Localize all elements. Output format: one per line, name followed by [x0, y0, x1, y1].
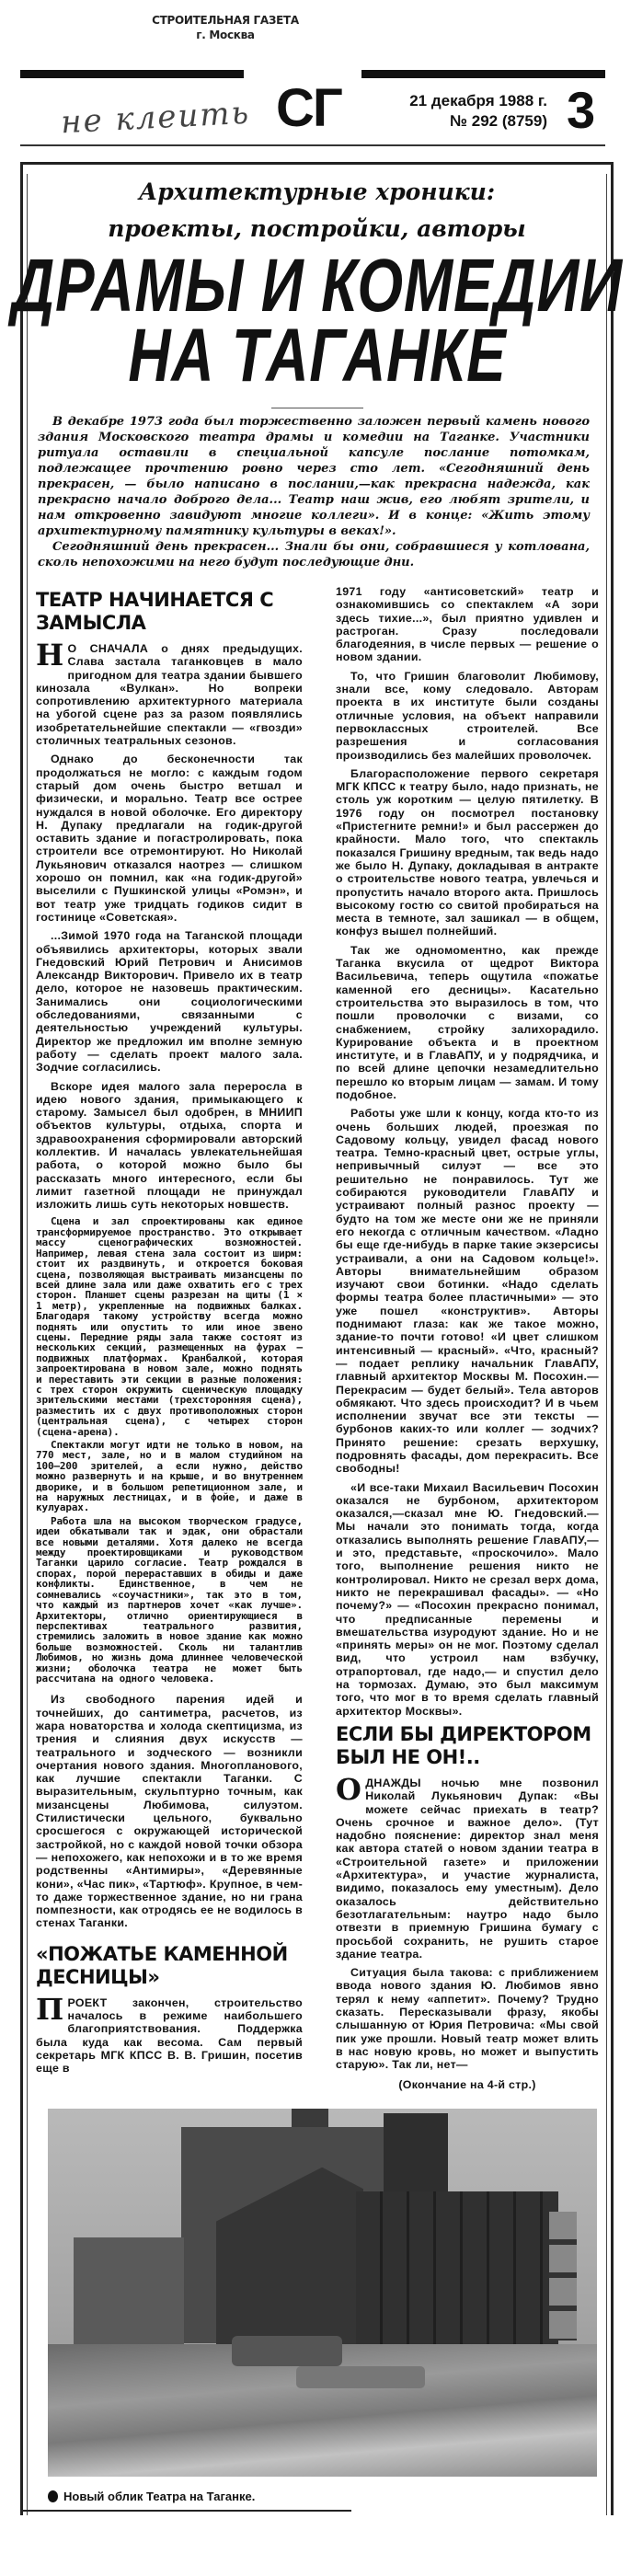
- issue-date: 21 декабря 1988 г.: [409, 92, 547, 109]
- paragraph-text: ДНАЖДЫ ночью мне позвонил Николай Лукьянович Дупак: «Вы можете сейчас приехать в театр? Очень срочное и важное дело». (Тут надобно пояснение: директор знал меня как автора статей о новом здании театра в «Строительной газете» и приложении «Архитектура», и участие журналиста, видимо, показалось ему уместным). Дело оказалось действительно безотлагательным: наутро надо было отвезти в приемную Гришина бумагу с просьбой сохранить, не рушить старое здание театра.: [336, 1776, 599, 1961]
- article-body: [11, 174, 623, 2515]
- paragraph: [336, 1771, 599, 1961]
- paragraph: [36, 638, 303, 748]
- issue-number: № 292 (8759): [450, 112, 547, 130]
- paragraph-text: О СНАЧАЛА о днях предыдущих. Слава застала таганковцев в мало пригодном для театра здании бывшего кинозала «Вулкан». Но вопреки сопротивлению архитектурного материала на убогой сцене раз за разом появлялись изобретательнейшие спектакли — «гвозди» столичных театральных сезонов.: [36, 642, 303, 748]
- paragraph: То, что Гришин благоволит Любимову, знали все, кому следовало. Авторам проекта в их институте были созданы отличные условия, на объект направили первоклассных строителей. Все разрешения и согласования производились без малейших проволочек.: [336, 669, 599, 762]
- lead-paragraph: В декабре 1973 года был торжественно заложен первый камень нового здания Московского театра драмы и комедии на Таганке. Участники ритуала оставили в специальной капсуле послание потомкам, подлежащее прочтению ровно через сто лет. «Сегодняшний день прекрасен, — было написано в послании,—как прекрасна надежда, как прекрасно начало доброго дела... Театр наш жив, его любят зрители, и нам откровенно завидуют многие коллеги». И в конце: «Жить этому архитектурному памятнику культуры в веках!».: [38, 415, 590, 538]
- masthead-bar-left: [20, 70, 244, 78]
- bullet-icon: [48, 2490, 58, 2502]
- kicker-line-1: Архитектурные хроники:: [138, 178, 496, 205]
- section-heading: ТЕАТР НАЧИНАЕТСЯ С ЗАМЫСЛА: [36, 589, 274, 634]
- stamp-line-1: СТРОИТЕЛЬНАЯ ГАЗЕТА: [152, 14, 299, 27]
- article-kicker: [28, 174, 606, 247]
- library-stamp: [138, 13, 313, 42]
- stamp-line-2: г. Москва: [196, 29, 255, 41]
- paragraph: Однако до бесконечности так продолжаться не могло: с каждым годом старый дом очень быстро ветшал и физически, и морально. Театр все острее нуждался в новой оболочке. Его директору Н. Дупаку предлагали на годик-другой оставить здание и погастролировать, пока строители все отремонтируют. Но Николай Лукьянович отказался наотрез — слишком хорошо он помнил, как «на годик-другой» выселили с Пушкинской улицы «Ромэн», и вот театр уже тридцать годиков сидит в гостинице «Советская».: [36, 753, 303, 924]
- theatre-photo: [48, 2109, 597, 2477]
- photo-building-left-wing: [74, 2237, 184, 2346]
- photo-building-block: [384, 2113, 448, 2201]
- article-frame: [11, 162, 623, 2515]
- photo-bus: [232, 2336, 342, 2366]
- newspaper-logo: СГ: [276, 78, 341, 138]
- paragraph: Работа шла на высоком творческом градусе, идеи обкатывали так и эдак, они обрастали все новыми деталями. Хотя далеко не всегда между проектировщиками и руководством Таганки царило согласие. Театр рождался в спорах, порой перераставших в обиды и даже конфликты. Единственное, в чем не сомневались «соучастники», так это в том, что каждый из партнеров хочет «как лучше». Архитекторы, отлично ориентирующиеся в перспективах театрального развития, стремились заложить в новое здание как можно больше возможностей. Сколь ни талантлив Любимов, но жизнь дома длиннее человеческой жизни; оболочка театра не может быть рассчитана на одного человека.: [36, 1514, 303, 1685]
- continuation-note: (Окончание на 4-й стр.): [398, 2078, 536, 2092]
- photo-building-windows: [549, 2212, 577, 2340]
- title-line-2: НА ТАГАНКЕ: [127, 314, 507, 397]
- article-title: [11, 244, 623, 397]
- paragraph: «И все-таки Михаил Васильевич Посохин оказался не бурбоном, архитектором оказался,—сказал мне Ю. Гнедовский.— Мы начали это понимать тогда, когда отказались выполнять решение ГлавАПУ,—и это, представьте, «проскочило». Мало того, выполнение решения никто не контролировал. Никто не срезал верх дома, никто не перекрашивал фасады». — «Но почему?» — «Посохин прекрасно понимал, что предписанные перемены и вмешательства изуродуют здание. Но и не «принять меры» он не мог. Поэтому сделал вид, что устроил нам взбучку, отрапортовал, где надо,— и спустил дело на тормозах. Думаю, это был максимум того, что мог в то время сделать главный архитектор Москвы».: [336, 1480, 599, 1718]
- paragraph: Из свободного парения идей и точнейших, до сантиметра, расчетов, из жара новаторства и холода скептицизма, из трения и слияния двух искусств — театрального и зодческого — возникли очертания нового здания. Многопланового, как лучшие спектакли Таганки. С выразительным, скульптурно точным, как мизансцены Любимова, силуэтом. Стилистически цельного, буквально сросшегося с окружающей исторической застройкой, но с каждой новой точки обзора — непохожего, как непохожи и в то же время родственны «Антимиры», «Деревянные кони», «Час пик», «Тартюф». Крупное, в чем-то даже торжественное здание, но ни грана помпезности, как отродясь ее не водилось в стенах Таганки.: [36, 1693, 303, 1930]
- title-line-1-row: [11, 244, 623, 328]
- drop-cap: П: [36, 1991, 64, 2027]
- paragraph: Сцена и зал спроектированы как единое трансформируемое пространство. Это открывает массу сценографических возможностей. Например, левая стена зала состоит из ширм: стоит их раздвинуть, и откроется боковая сцена, позволяющая выстраивать мизансцены по всей длине зала или даже охватить его с трех сторон. Планшет сцены разрезан на щиты (1 × 1 метр), укрепленные на подвижных балках. Благодаря такому устройству всегда можно поднять или опустить то или иное звено сцены. Передние ряды зала также состоят из нескольких секций, размещенных на фурах — подвижных платформах. Кранбалкой, которая запроектирована в новом зале, можно поднять и переставить эти секции в разные положения: с трех сторон окружить сценическую площадку зрительскими местами (трехсторонняя сцена), разместить их с двух противоположных сторон (центральная сцена), с четырех сторон (сцена-арена).: [36, 1215, 303, 1438]
- paragraph: 1971 году «антисоветский» театр и ознакомившись со спектаклем «А зори здесь тихие...», был приятно удивлен и растроган. Сразу последовали благодеяния, в числе первых — решение о новом здании.: [336, 585, 599, 664]
- title-line-2-row: [28, 314, 606, 397]
- lead-paragraph: Сегодняшний день прекрасен... Знали бы они, собравшиеся у котлована, сколь непохожими на него будут последующие дни.: [38, 540, 590, 569]
- title-line-1: ДРАМЫ И КОМЕДИИ: [11, 244, 623, 328]
- photo-caption-text: Новый облик Театра на Таганке.: [63, 2489, 256, 2503]
- paragraph: Работы уже шли к концу, когда кто-то из очень больших людей, проезжая по Садовому кольцу, увидел фасад нового театра. Темно-красный цвет, острые углы, непривычный силуэт — все это решительно не понравилось. Тут же собираются руководители ГлавАПУ и устраивают полный разнос проекту — будто на том же месте они же не приняли его некогда с отличным качеством. «Ладно бы еще где-нибудь в парке такие экзерсисы устраивали, а они на Садовом кольце!». Авторы внимательнейшим образом изучают свои ботинки. «Надо сделать формы театра более пластичными» — это уже пошел «конструктив». Авторы поднимают глаза: как же такое можно, здание-то почти готово! «И цвет слишком интенсивный — красный». «Что, красный? — подает реплику начальник ГлавАПУ, главный архитектор Москвы М. Посохин.— Перекрасим — будет белый». Тела авторов обмякают. Что здесь происходит? И в чьем исполнении звучат все эти тексты — бурбонов каких-то или коллег — зодчих? Принято решение: срезать верхушку, подровнять фасады, дом перекрасить. Все свободны!: [336, 1107, 599, 1476]
- kicker-line-2: проекты, постройки, авторы: [108, 215, 526, 242]
- paragraph: Так же одномоментно, как прежде Таганка вкусила от щедрот Виктора Васильевича, теперь ощутила «пожатье каменной его десницы». Касательно строительства это выразилось в том, что пошли проволочки с визами, со снабжением, стройку залихорадило. Курирование объекта и в проектном институте, и в ГлавАПУ, и у подрядчика, и по всей длине цепочки незамедлительно перешло ко вторым лицам — замам. И тому подобное.: [336, 943, 599, 1101]
- masthead-bar-right: [361, 70, 605, 78]
- issue-info: [368, 91, 547, 132]
- article-frame-bottom: [20, 2510, 351, 2512]
- paragraph: Благорасположение первого секретаря МГК КПСС к театру было, надо признать, не столь уж коротким — целую пятилетку. В 1976 году он посмотрел постановку «Пристегните ремни!» и был рассержен до крайности. Мало того, что спектакль показался Гришину вредным, так ведь надо же было Н. Дупаку, докладывая в антракте о строительстве нового театра, увлечься и пропустить начало второго акта. Пришлось высокому гостю со свитой пробираться на места в темноте, зал зашикал — в общем, конфуз вышел полнейший.: [336, 766, 599, 938]
- masthead-rule: [20, 144, 605, 146]
- section-heading: ЕСЛИ БЫ ДИРЕКТОРОМ БЫЛ НЕ ОН!..: [336, 1722, 591, 1768]
- left-column: [36, 585, 303, 2080]
- right-column: [336, 585, 599, 2092]
- paragraph: Ситуация была такова: с приближением ввода нового здания Ю. Любимов явно терял к нему «аппетит». Почему? Трудно сказать. Пересказывали фразу, якобы слышанную от Юрия Петровича: «Мы свой пик уже прошли. Новый театр может влить в нас новую кровь, но может и выпустить старую». Так ли, нет—: [336, 1966, 599, 2072]
- photo-car: [296, 2366, 425, 2388]
- paragraph-text: РОЕКТ закончен, строительство началось в режиме наибольшего благоприятствования. Поддержка была куда как весома. Сам первый секретарь МГК КПСС В. В. Гришин, посетив еще в: [36, 1995, 303, 2076]
- article-lead: [38, 414, 590, 570]
- photo-building-facade: [356, 2191, 558, 2348]
- drop-cap: О: [336, 1771, 362, 1807]
- drop-cap: Н: [36, 638, 64, 673]
- photo-caption: [48, 2490, 606, 2504]
- section-heading: «ПОЖАТЬЕ КАМЕННОЙ ДЕСНИЦЫ»: [36, 1942, 288, 1988]
- paragraph: Спектакли могут идти не только в новом, на 770 мест, зале, но и в малом студийном на 100—200 зрителей, а если нужно, действо можно развернуть и на крыше, и во внутреннем дворике, и в большом репетиционном зале, и на наружных лестницах, и в фойе, и даже в кулуарах.: [36, 1439, 303, 1514]
- paragraph: Вскоре идея малого зала переросла в идею нового здания, примыкающего к старому. Замысел был одобрен, в МНИИП объектов культуры, отдыха, спорта и здравоохранения сформировали авторский коллектив. И началась увлекательнейшая работа, о которой можно было бы рассказать много интересного, если бы лимит газетной площади не принуждал изложить лишь суть некоторых новшеств.: [36, 1079, 303, 1212]
- article-columns: [28, 585, 606, 2092]
- handwritten-note: не клеить: [60, 94, 251, 142]
- page-number: 3: [567, 81, 596, 139]
- paragraph: ...Зимой 1970 года на Таганской площади объявились архитекторы, которых звали Гнедовский Юрий Петрович и Анисимов Александр Викторович. Привело их в театр дело, которое не назовешь практическим. Занимались они социологическими обследованиями, связанными с деятельностью учреждений культуры. Директор же предложил им вполне земную работу — сделать проект малого зала. Зодчие согласились.: [36, 929, 303, 1075]
- paragraph: [36, 1991, 303, 2076]
